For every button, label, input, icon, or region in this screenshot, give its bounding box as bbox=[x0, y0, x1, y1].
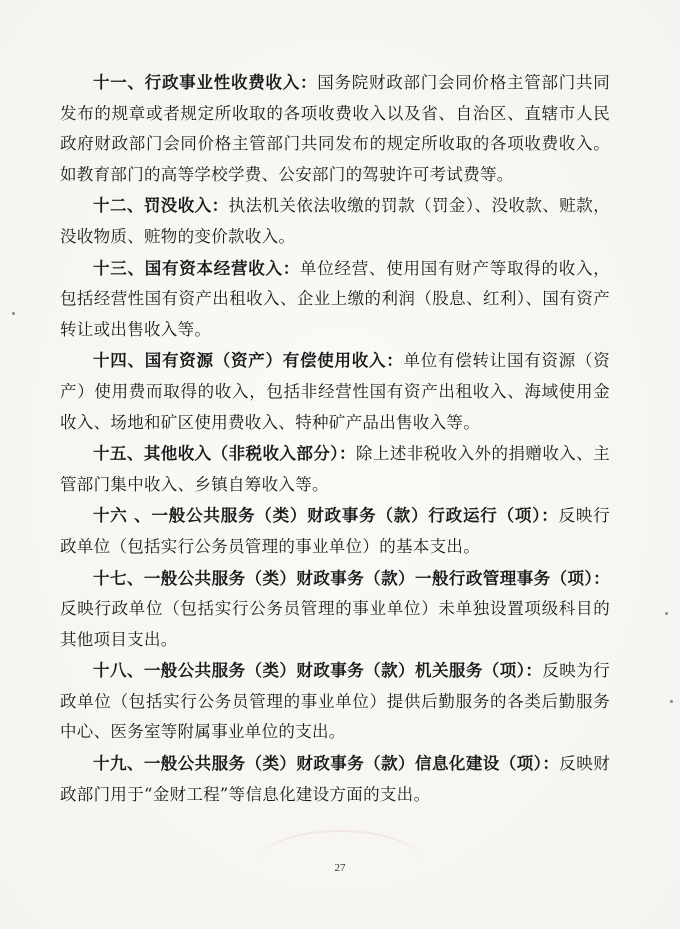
paragraph-12 bbox=[60, 191, 610, 252]
scan-speck bbox=[12, 312, 15, 315]
paragraph-heading: 十四、国有资源（资产）有偿使用收入： bbox=[93, 351, 404, 371]
paragraph-text: 反映行政单位（包括实行公务员管理的事业单位）的基本支出。 bbox=[60, 506, 610, 556]
paragraph-text: 执法机关依法收缴的罚款（罚金）、没收款、赃款，没收物质、赃物的变价款收入。 bbox=[60, 196, 610, 246]
paragraph-text: 除上述非税收入外的捐赠收入、主管部门集中收入、乡镇自筹收入等。 bbox=[60, 444, 610, 494]
paragraph-heading: 十九、一般公共服务（类）财政事务（款）信息化建设（项）： bbox=[93, 754, 560, 774]
page-number: 27 bbox=[334, 862, 346, 874]
paragraph-heading: 十六 、一般公共服务（类）财政事务（款）行政运行（项）： bbox=[93, 506, 559, 526]
paragraph-heading: 十二、罚没收入： bbox=[93, 196, 229, 216]
paragraph-17 bbox=[60, 564, 610, 656]
paragraph-16 bbox=[60, 501, 610, 562]
paragraph-text: 反映为行政单位（包括实行公务员管理的事业单位）提供后勤服务的各类后勤服务中心、医务室等附属事业单位的支出。 bbox=[60, 661, 610, 742]
paragraph-heading: 十三、国有资本经营收入： bbox=[93, 258, 300, 278]
paragraph-heading: 十八、一般公共服务（类）财政事务（款）机关服务（项）： bbox=[93, 661, 543, 681]
paragraph-text: 反映财政部门用于“金财工程”等信息化建设方面的支出。 bbox=[60, 754, 610, 804]
faint-stamp-mark bbox=[260, 830, 420, 892]
paragraph-11 bbox=[60, 68, 610, 190]
document-body bbox=[60, 68, 610, 811]
scan-speck bbox=[665, 612, 668, 615]
paragraph-14 bbox=[60, 346, 610, 438]
scan-speck bbox=[670, 700, 673, 703]
paragraph-text: 反映行政单位（包括实行公务员管理的事业单位）未单独设置项级科目的其他项目支出。 bbox=[60, 599, 610, 649]
paragraph-text: 单位有偿转让国有资源（资产）使用费而取得的收入，包括非经营性国有资产出租收入、海域使用金收入、场地和矿区使用费收入、特种矿产品出售收入等。 bbox=[60, 351, 610, 432]
paragraph-13 bbox=[60, 254, 610, 346]
paragraph-heading: 十一、行政事业性收费收入： bbox=[93, 73, 318, 92]
paragraph-18 bbox=[60, 656, 610, 748]
paragraph-heading: 十七、一般公共服务（类）财政事务（款）一般行政管理事务（项）： bbox=[93, 568, 610, 588]
paragraph-text: 单位经营、使用国有财产等取得的收入，包括经营性国有资产出租收入、企业上缴的利润（股息、红利）、国有资产转让或出售收入等。 bbox=[60, 258, 610, 339]
paragraph-heading: 十五、其他收入（非税收入部分）： bbox=[93, 444, 356, 464]
paragraph-15 bbox=[60, 439, 610, 500]
paragraph-19 bbox=[60, 749, 610, 810]
paragraph-text: 国务院财政部门会同价格主管部门共同发布的规章或者规定所收取的各项收费收入以及省、自治区、直辖市人民政府财政部门会同价格主管部门共同发布的规定所收取的各项收费收入。如教育部门的高等学校学费、公安部门的驾驶许可考试费等。 bbox=[60, 73, 610, 184]
